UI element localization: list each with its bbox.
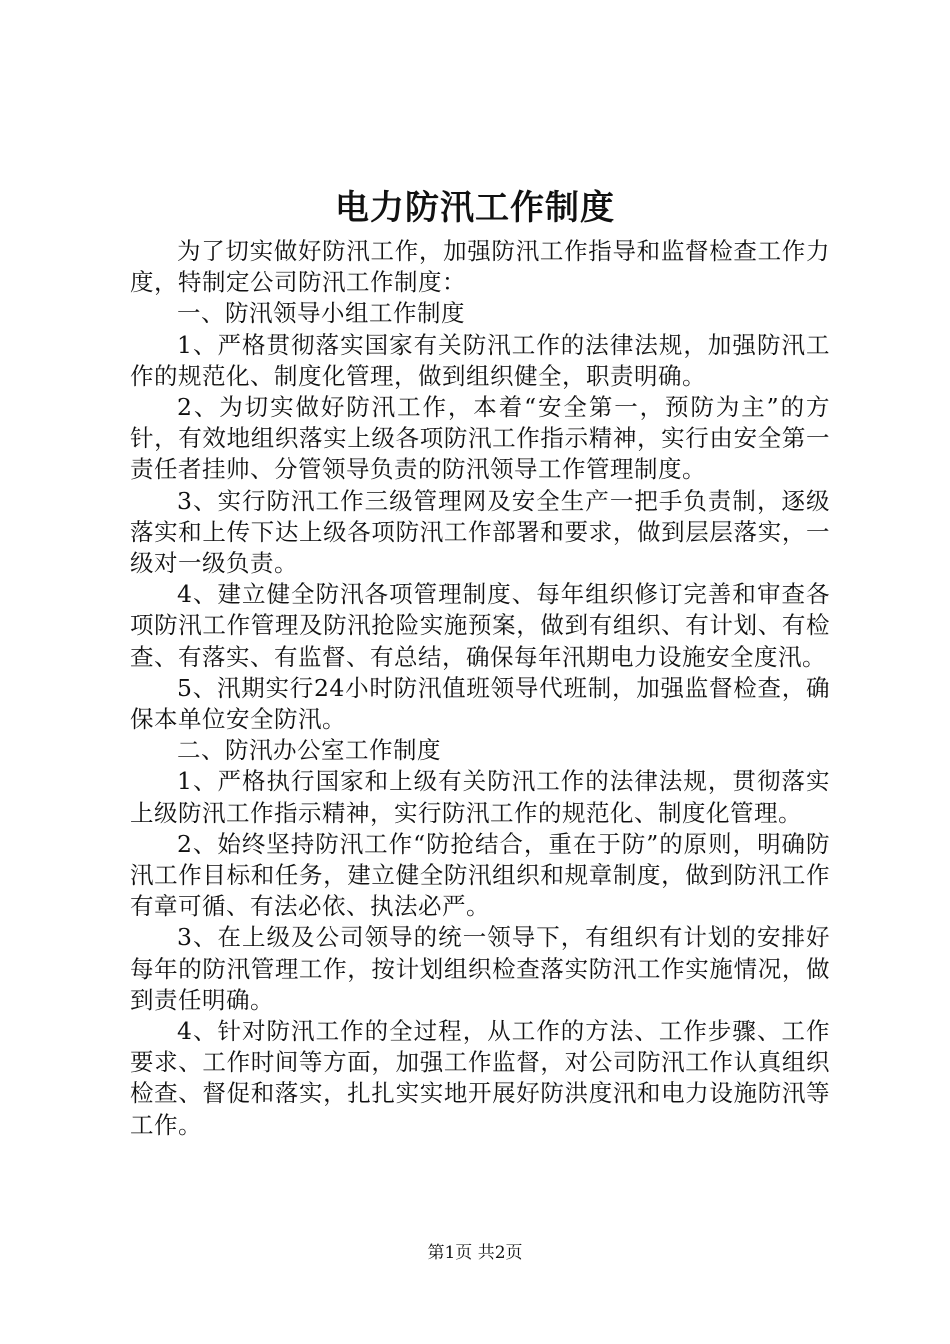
paragraph-1-4: 4、建立健全防汛各项管理制度、每年组织修订完善和审查各项防汛工作管理及防汛抢险实施预案，做到有组织、有计划、有检查、有落实、有监督、有总结，确保每年汛期电力设施安全度汛。 xyxy=(130,580,830,671)
paragraph-1-1: 1、严格贯彻落实国家有关防汛工作的法律法规，加强防汛工作的规范化、制度化管理，做到组织健全，职责明确。 xyxy=(130,330,830,390)
paragraph-1-5: 5、汛期实行24小时防汛值班领导代班制，加强监督检查，确保本单位安全防汛。 xyxy=(130,673,830,734)
paragraph-1-2: 2、为切实做好防汛工作，本着“安全第一，预防为主”的方针，有效地组织落实上级各项防汛工作指示精神，实行由安全第一责任者挂帅、分管领导负责的防汛领导工作管理制度。 xyxy=(130,393,830,484)
page-footer: 第1页 共2页 xyxy=(427,1243,523,1263)
section-heading-1: 一、防汛领导小组工作制度 xyxy=(177,299,465,328)
paragraph-1-3: 3、实行防汛工作三级管理网及安全生产一把手负责制，逐级落实和上传下达上级各项防汛工作部署和要求，做到层层落实，一级对一级负责。 xyxy=(130,486,830,578)
section-heading-2: 二、防汛办公室工作制度 xyxy=(177,736,441,765)
document-title: 电力防汛工作制度 xyxy=(335,188,615,228)
paragraph-2-2: 2、始终坚持防汛工作“防抢结合，重在于防”的原则，明确防汛工作目标和任务，建立健全防汛组织和规章制度，做到防汛工作有章可循、有法必依、执法必严。 xyxy=(130,829,830,921)
paragraph-intro: 为了切实做好防汛工作，加强防汛工作指导和监督检查工作力度，特制定公司防汛工作制度： xyxy=(130,237,830,297)
paragraph-2-3: 3、在上级及公司领导的统一领导下，有组织有计划的安排好每年的防汛管理工作，按计划组织检查落实防汛工作实施情况，做到责任明确。 xyxy=(130,923,830,1014)
paragraph-2-4: 4、针对防汛工作的全过程，从工作的方法、工作步骤、工作要求、工作时间等方面，加强工作监督，对公司防汛工作认真组织检查、督促和落实，扎扎实实地开展好防洪度汛和电力设施防汛等工作。 xyxy=(130,1017,830,1139)
paragraph-2-1: 1、严格执行国家和上级有关防汛工作的法律法规，贯彻落实上级防汛工作指示精神，实行防汛工作的规范化、制度化管理。 xyxy=(130,767,830,827)
document-body xyxy=(130,236,830,1141)
